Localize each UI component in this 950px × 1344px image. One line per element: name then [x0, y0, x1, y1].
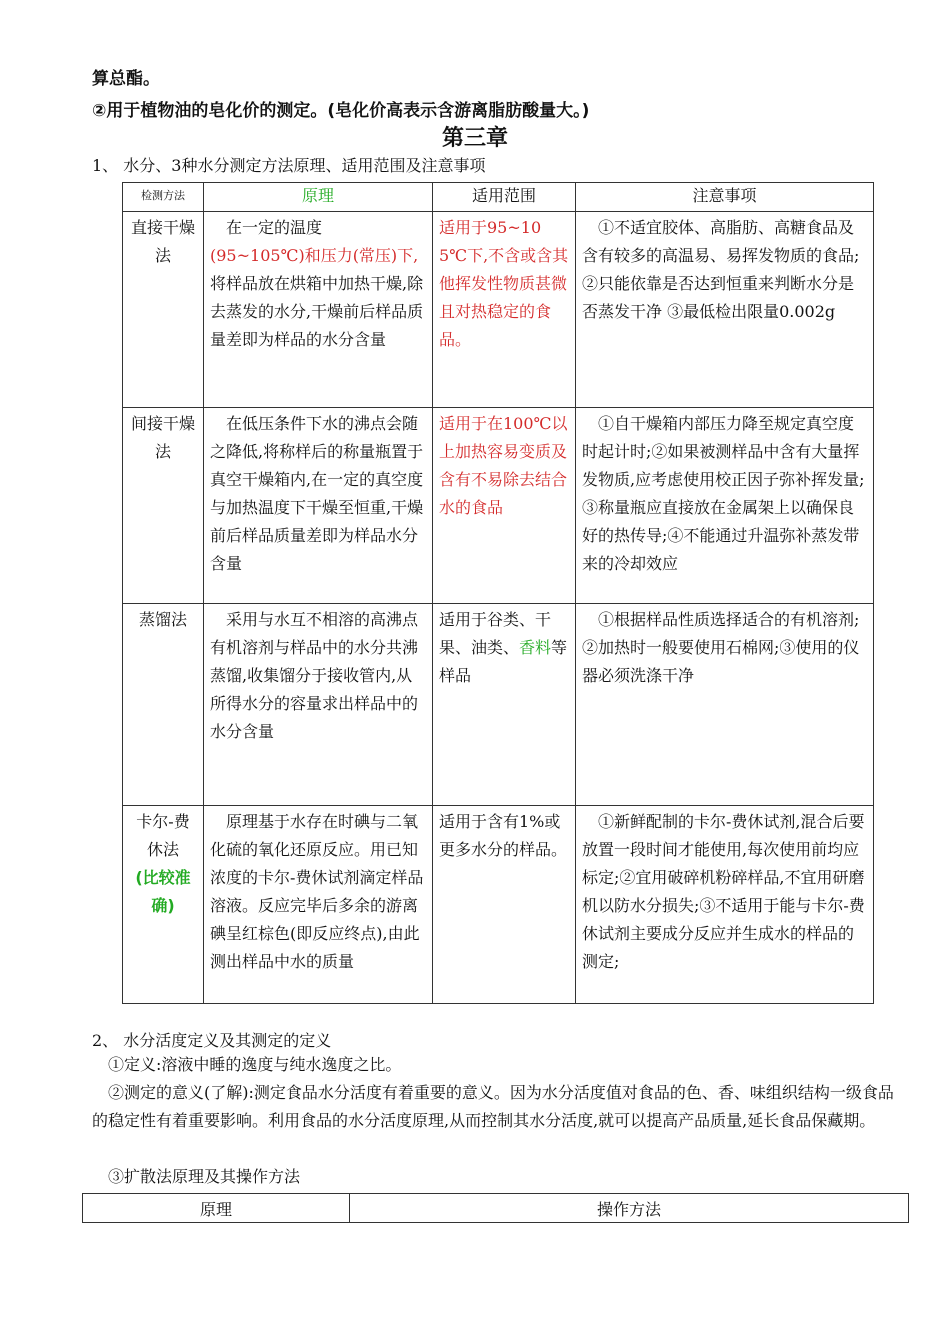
text-line-saponification: ②用于植物油的皂化价的测定。(皂化价高表示含游离脂肪酸量大。) — [92, 101, 590, 121]
scope-cell: 适用于95~105℃下,不含或含其他挥发性物质甚微且对热稳定的食品。 — [433, 212, 576, 408]
table-header-row — [123, 183, 874, 212]
principle-text: 在一定的温度 — [226, 218, 323, 237]
method-name: 卡尔-费休法 — [136, 812, 190, 859]
notes-cell: ①新鲜配制的卡尔-费休试剂,混合后要放置一段时间才能使用,每次使用前均应标定;②宜用破碎机粉碎样品,不宜用研磨机以防水分损失;③不适用于能与卡尔-费休试剂主要成分反应并生成水的样品的测定; — [576, 806, 874, 1004]
principle-cell — [204, 212, 433, 408]
table-header-row — [83, 1194, 909, 1223]
principle-cell: 在低压条件下水的沸点会随之降低,将称样后的称量瓶置于真空干燥箱内,在一定的真空度与加热温度下干燥至恒重,干燥前后样品质量差即为样品水分含量 — [204, 408, 433, 604]
header-notes: 注意事项 — [576, 183, 874, 212]
notes-cell: ①根据样品性质选择适合的有机溶剂;②加热时一般要使用石棉网;③使用的仪器必须洗涤干净 — [576, 604, 874, 806]
scope-text: 等样品 — [439, 638, 568, 685]
principle-cell: 原理基于水存在时碘与二氧化硫的氧化还原反应。用已知浓度的卡尔-费休试剂滴定样品溶液。反应完毕后多余的游离碘呈红棕色(即反应终点),由此测出样品中水的质量 — [204, 806, 433, 1004]
diffusion-method-table — [82, 1193, 909, 1223]
meaning-paragraph: ②测定的意义(了解):测定食品水分活度有着重要的意义。因为水分活度值对食品的色、香、味组织结构一级食品的稳定性有着重要影响。利用食品的水分活度原理,从而控制其水分活度,就可以提高产品质量,延长食品保藏期。 — [92, 1083, 894, 1130]
scope-cell: 适用于在100℃以上加热容易变质及含有不易除去结合水的食品 — [433, 408, 576, 604]
text-line-total-ester: 算总酯。 — [92, 69, 160, 89]
notes-cell: ①自干燥箱内部压力降至规定真空度时起计时;②如果被测样品中含有大量挥发物质,应考虑使用校正因子弥补挥发量;③称量瓶应直接放在金属架上以确保良好的热传导;④不能通过升温弥补蒸发带来的冷却效应 — [576, 408, 874, 604]
question-heading-1: 1、 水分、3种水分测定方法原理、适用范围及注意事项 — [92, 156, 486, 175]
header-method: 检测方法 — [123, 183, 204, 212]
scope-cell — [433, 604, 576, 806]
question-heading-2: 2、 水分活度定义及其测定的定义 — [92, 1031, 332, 1050]
principle-cell: 采用与水互不相溶的高沸点有机溶剂与样品中的水分共沸蒸馏,收集馏分于接收管内,从所得水分的容量求出样品中的水分含量 — [204, 604, 433, 806]
diffusion-heading: ③扩散法原理及其操作方法 — [108, 1167, 301, 1186]
method-cell: 间接干燥法 — [123, 408, 204, 604]
method-cell: 蒸馏法 — [123, 604, 204, 806]
definition-paragraph: ①定义:溶液中睡的逸度与纯水逸度之比。 — [108, 1055, 402, 1074]
table-row — [123, 806, 874, 1004]
chapter-title: 第三章 — [441, 126, 508, 151]
method-cell — [123, 806, 204, 1004]
principle-text: 将样品放在烘箱中加热干燥,除去蒸发的水分,干燥前后样品质量差即为样品的水分含量 — [210, 274, 424, 349]
header-scope: 适用范围 — [433, 183, 576, 212]
table-row — [123, 212, 874, 408]
header-operation: 操作方法 — [350, 1194, 909, 1223]
moisture-methods-table — [122, 182, 874, 1004]
header-principle: 原理 — [204, 183, 433, 212]
scope-cell: 适用于含有1%或更多水分的样品。 — [433, 806, 576, 1004]
notes-cell: ①不适宜胶体、高脂肪、高糖食品及含有较多的高温易、易挥发物质的食品;②只能依靠是否达到恒重来判断水分是否蒸发干净 ③最低检出限量0.002g — [576, 212, 874, 408]
principle-highlight: (95~105℃)和压力(常压)下, — [210, 246, 419, 265]
header-principle: 原理 — [83, 1194, 350, 1223]
method-note: (比较准确) — [135, 868, 191, 915]
scope-text: 适用于谷类、干果、油类、 — [439, 610, 552, 657]
table-row — [123, 604, 874, 806]
table-row — [123, 408, 874, 604]
method-cell: 直接干燥法 — [123, 212, 204, 408]
scope-highlight: 香料 — [519, 638, 552, 657]
